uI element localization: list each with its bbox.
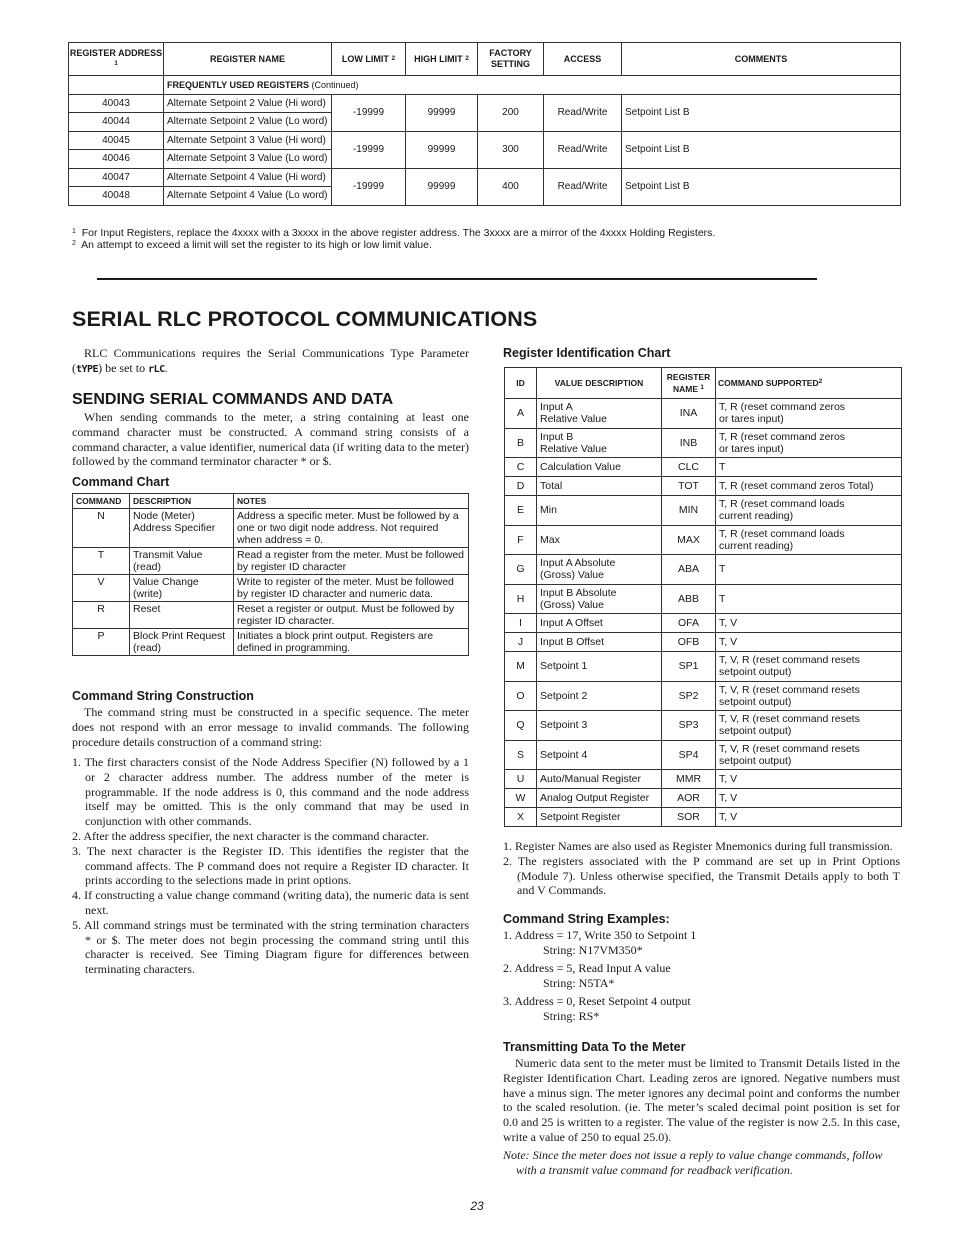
- command-chart-header: [73, 494, 469, 509]
- register-address: 40045: [69, 131, 164, 150]
- register-name-cell: SP2: [662, 681, 716, 711]
- table-row: [505, 458, 902, 477]
- value-description-cell: Input B Offset: [537, 633, 662, 652]
- header-register-name: REGISTER NAME: [164, 43, 332, 76]
- table-row: [505, 399, 902, 429]
- table-row: [73, 629, 469, 656]
- table-row: [505, 584, 902, 614]
- register-name: Alternate Setpoint 2 Value (Lo word): [164, 113, 332, 132]
- page-title: SERIAL RLC PROTOCOL COMMUNICATIONS: [72, 307, 538, 331]
- access: Read/Write: [544, 131, 622, 168]
- factory-setting: 300: [478, 131, 544, 168]
- register-name: Alternate Setpoint 4 Value (Hi word): [164, 168, 332, 187]
- value-description-cell: Max: [537, 525, 662, 555]
- command-supported-cell: T, R (reset command zeros Total): [716, 477, 902, 496]
- construction-steps: [72, 755, 469, 977]
- register-id-notes: [503, 839, 900, 898]
- transmitting-note: Note: Since the meter does not issue a reply to value change commands, follow with a transmit value command for readback verification.: [503, 1148, 883, 1177]
- id-cell: C: [505, 458, 537, 477]
- register-name-cell: OFB: [662, 633, 716, 652]
- table-row: [73, 575, 469, 602]
- comments: Setpoint List B: [622, 94, 901, 131]
- table-row: [73, 548, 469, 575]
- table-row: [505, 525, 902, 555]
- low-limit: -19999: [332, 131, 406, 168]
- header-low-limit: LOW LIMIT $^2$: [332, 43, 406, 76]
- construction-step: 4. If constructing a value change command (writing data), the numeric data is sent next.: [72, 888, 469, 917]
- id-cell: J: [505, 633, 537, 652]
- command-cell: T: [73, 548, 130, 575]
- command-supported-cell: T, R (reset command loads current reading): [716, 496, 902, 526]
- command-supported-cell: T, R (reset command loads current reading): [716, 525, 902, 555]
- high-limit: 99999: [406, 168, 478, 205]
- register-name: Alternate Setpoint 3 Value (Lo word): [164, 150, 332, 169]
- register-name-cell: MAX: [662, 525, 716, 555]
- register-name-cell: INB: [662, 428, 716, 458]
- command-supported-cell: T, R (reset command zeros or tares input): [716, 399, 902, 429]
- register-name-cell: SP1: [662, 652, 716, 682]
- id-cell: B: [505, 428, 537, 458]
- page-number: 23: [470, 1199, 484, 1213]
- construction-heading: Command String Construction: [72, 689, 254, 703]
- register-id-note: 1. Register Names are also used as Register Mnemonics during full transmission.: [503, 839, 893, 853]
- register-address: 40043: [69, 94, 164, 113]
- command-supported-cell: T, V, R (reset command resets setpoint output): [716, 681, 902, 711]
- id-cell: A: [505, 399, 537, 429]
- id-cell: O: [505, 681, 537, 711]
- table-row: [505, 740, 902, 770]
- description-cell: Reset: [130, 602, 234, 629]
- footnote-2: $^2$ An attempt to exceed a limit will set the register to its high or low limit value.: [72, 239, 432, 251]
- example-item: 1. Address = 17, Write 350 to Setpoint 1 String: N17VM350*: [503, 928, 697, 957]
- access: Read/Write: [544, 168, 622, 205]
- register-id-chart-heading: Register Identification Chart: [503, 346, 671, 360]
- command-cell: P: [73, 629, 130, 656]
- footnote-1: $^1$ For Input Registers, replace the 4xxxx with a 3xxxx in the above register address. The 3xxxx are a mirror of the 4xxxx Holding Registers.: [72, 227, 716, 239]
- section-row: [69, 76, 901, 95]
- register-name-cell: OFA: [662, 614, 716, 633]
- header-register-address: REGISTER ADDRESS $^1$: [69, 43, 164, 76]
- value-description-cell: Auto/Manual Register: [537, 770, 662, 789]
- id-cell: E: [505, 496, 537, 526]
- command-chart-heading: Command Chart: [72, 475, 170, 489]
- construction-paragraph: The command string must be constructed in a specific sequence. The meter does not respond with an error message to invalid commands. The following procedure details construction of a command string:: [72, 705, 469, 749]
- low-limit: -19999: [332, 94, 406, 131]
- description-cell: Value Change (write): [130, 575, 234, 602]
- register-name-cell: SOR: [662, 808, 716, 827]
- table-row: [505, 477, 902, 496]
- table-row: [505, 770, 902, 789]
- id-cell: G: [505, 555, 537, 585]
- command-supported-cell: T: [716, 458, 902, 477]
- example-item: 2. Address = 5, Read Input A value String: N5TA*: [503, 961, 671, 990]
- table-row: [73, 602, 469, 629]
- notes-cell: Write to register of the meter. Must be followed by register ID character and numeric data.: [234, 575, 469, 602]
- type-parameter-code: tYPE: [76, 363, 99, 375]
- register-name-cell: MIN: [662, 496, 716, 526]
- value-description-cell: Setpoint 4: [537, 740, 662, 770]
- command-supported-cell: T: [716, 584, 902, 614]
- table-row: [505, 808, 902, 827]
- register-table-header: [69, 43, 901, 76]
- construction-step: 3. The next character is the Register ID. This identifies the register that the command affects. The P command does not require a Register ID character. It prints according to the selections made in print options.: [72, 843, 469, 888]
- command-supported-cell: T, V: [716, 633, 902, 652]
- table-row: [505, 428, 902, 458]
- id-cell: H: [505, 584, 537, 614]
- intro-paragraph: RLC Communications requires the Serial Communications Type Parameter (tYPE) be set to rLC.: [72, 346, 469, 375]
- register-address: 40044: [69, 113, 164, 132]
- header-factory-setting: FACTORY SETTING: [478, 43, 544, 76]
- table-row: [505, 681, 902, 711]
- construction-step: 5. All command strings must be terminated with the string termination characters * or $. The meter does not begin processing the command string until this character is received. See Timing Diagram figure for differences between terminating characters.: [72, 917, 469, 977]
- header-comments: COMMENTS: [622, 43, 901, 76]
- notes-cell: Reset a register or output. Must be followed by register ID character.: [234, 602, 469, 629]
- register-name-cell: SP4: [662, 740, 716, 770]
- notes-cell: Address a specific meter. Must be followed by a one or two digit node address. Not required when address = 0.: [234, 509, 469, 548]
- value-description-cell: Input A Relative Value: [537, 399, 662, 429]
- register-name-cell: INA: [662, 399, 716, 429]
- register-address: 40047: [69, 168, 164, 187]
- examples-heading: Command String Examples:: [503, 912, 670, 926]
- header-notes: NOTES: [234, 494, 469, 509]
- description-cell: Transmit Value (read): [130, 548, 234, 575]
- notes-cell: Initiates a block print output. Registers are defined in programming.: [234, 629, 469, 656]
- low-limit: -19999: [332, 168, 406, 205]
- id-cell: M: [505, 652, 537, 682]
- register-table: [68, 42, 901, 206]
- command-supported-cell: T, V: [716, 614, 902, 633]
- notes-cell: Read a register from the meter. Must be followed by register ID character: [234, 548, 469, 575]
- register-name-cell: TOT: [662, 477, 716, 496]
- command-supported-cell: T, V, R (reset command resets setpoint output): [716, 711, 902, 741]
- sending-heading: SENDING SERIAL COMMANDS AND DATA: [72, 391, 394, 408]
- comments: Setpoint List B: [622, 168, 901, 205]
- register-id-chart-header: [505, 368, 902, 399]
- factory-setting: 400: [478, 168, 544, 205]
- example-item: 3. Address = 0, Reset Setpoint 4 output String: RS*: [503, 994, 691, 1023]
- access: Read/Write: [544, 94, 622, 131]
- register-name-cell: AOR: [662, 789, 716, 808]
- header-command: COMMAND: [73, 494, 130, 509]
- header-high-limit: HIGH LIMIT $^2$: [406, 43, 478, 76]
- table-row: [505, 711, 902, 741]
- sending-paragraph: When sending commands to the meter, a string containing at least one command character must be constructed. A command string consists of a command character, a value identifier, numerical data (if writing data to the meter) followed by the command terminator character * or $.: [72, 410, 469, 469]
- value-description-cell: Input A Offset: [537, 614, 662, 633]
- command-supported-cell: T, R (reset command zeros or tares input): [716, 428, 902, 458]
- table-row: [69, 94, 901, 113]
- id-cell: F: [505, 525, 537, 555]
- value-description-cell: Min: [537, 496, 662, 526]
- value-description-cell: Setpoint Register: [537, 808, 662, 827]
- header-command-supported: COMMAND SUPPORTED$^2$: [716, 368, 902, 399]
- command-cell: R: [73, 602, 130, 629]
- register-name-cell: ABA: [662, 555, 716, 585]
- command-cell: V: [73, 575, 130, 602]
- register-id-note: 2. The registers associated with the P command are set up in Print Options (Module 7). Unless otherwise specified, the Transmit Details apply to both T and V Commands.: [503, 853, 900, 898]
- register-address: 40046: [69, 150, 164, 169]
- header-description: DESCRIPTION: [130, 494, 234, 509]
- command-cell: N: [73, 509, 130, 548]
- value-description-cell: Calculation Value: [537, 458, 662, 477]
- register-name: Alternate Setpoint 2 Value (Hi word): [164, 94, 332, 113]
- description-cell: Block Print Request (read): [130, 629, 234, 656]
- register-name: Alternate Setpoint 4 Value (Lo word): [164, 187, 332, 206]
- header-register-name: REGISTER NAME $^1$: [662, 368, 716, 399]
- examples-list: [503, 928, 900, 1024]
- command-supported-cell: T, V, R (reset command resets setpoint output): [716, 652, 902, 682]
- value-description-cell: Setpoint 1: [537, 652, 662, 682]
- value-description-cell: Input B Relative Value: [537, 428, 662, 458]
- id-cell: D: [505, 477, 537, 496]
- table-row: [505, 789, 902, 808]
- comments: Setpoint List B: [622, 131, 901, 168]
- empty-cell: [69, 76, 164, 95]
- factory-setting: 200: [478, 94, 544, 131]
- high-limit: 99999: [406, 131, 478, 168]
- table-row: [505, 496, 902, 526]
- value-description-cell: Input B Absolute (Gross) Value: [537, 584, 662, 614]
- command-supported-cell: T: [716, 555, 902, 585]
- table-row: [69, 131, 901, 150]
- high-limit: 99999: [406, 94, 478, 131]
- register-name: Alternate Setpoint 3 Value (Hi word): [164, 131, 332, 150]
- id-cell: Q: [505, 711, 537, 741]
- header-access: ACCESS: [544, 43, 622, 76]
- transmitting-paragraph: Numeric data sent to the meter must be limited to Transmit Details listed in the Register Identification Chart. Leading zeros are ignored. Negative numbers must have a minus sign. The meter ignores any decimal point and conforms the number to the scaled resolution. (ie. The meter’s scaled decimal point position is set for 0.0 and 25 is written to a register. The value of the register is now 2.5. In this case, write a value of 250 to equal 25.0).: [503, 1056, 900, 1144]
- transmitting-heading: Transmitting Data To the Meter: [503, 1040, 686, 1054]
- command-supported-cell: T, V: [716, 808, 902, 827]
- value-description-cell: Total: [537, 477, 662, 496]
- id-cell: X: [505, 808, 537, 827]
- register-name-cell: SP3: [662, 711, 716, 741]
- register-address: 40048: [69, 187, 164, 206]
- id-cell: U: [505, 770, 537, 789]
- table-row: [73, 509, 469, 548]
- register-name-cell: MMR: [662, 770, 716, 789]
- header-value-description: VALUE DESCRIPTION: [537, 368, 662, 399]
- section-divider: [97, 278, 817, 280]
- register-name-cell: ABB: [662, 584, 716, 614]
- register-id-chart: [504, 367, 902, 827]
- value-description-cell: Analog Output Register: [537, 789, 662, 808]
- table-row: [505, 555, 902, 585]
- value-description-cell: Input A Absolute (Gross) Value: [537, 555, 662, 585]
- command-chart: [72, 493, 469, 656]
- table-row: [505, 633, 902, 652]
- value-description-cell: Setpoint 3: [537, 711, 662, 741]
- table-row: [505, 652, 902, 682]
- command-supported-cell: T, V: [716, 770, 902, 789]
- value-description-cell: Setpoint 2: [537, 681, 662, 711]
- table-row: [69, 168, 901, 187]
- command-supported-cell: T, V: [716, 789, 902, 808]
- description-cell: Node (Meter) Address Specifier: [130, 509, 234, 548]
- register-name-cell: CLC: [662, 458, 716, 477]
- command-supported-cell: T, V, R (reset command resets setpoint output): [716, 740, 902, 770]
- id-cell: I: [505, 614, 537, 633]
- construction-step: 1. The first characters consist of the Node Address Specifier (N) followed by a 1 or 2 character address number. The address number of the meter is programmable. If the node address is 0, this command and the node address itself may be omitted. This is the only command that may be used in conjunction with other commands.: [72, 755, 469, 829]
- rlc-parameter-code: rLC: [148, 363, 165, 375]
- section-label: FREQUENTLY USED REGISTERS (Continued): [164, 76, 901, 95]
- header-id: ID: [505, 368, 537, 399]
- id-cell: S: [505, 740, 537, 770]
- construction-step: 2. After the address specifier, the next character is the command character.: [72, 828, 429, 843]
- id-cell: W: [505, 789, 537, 808]
- table-row: [505, 614, 902, 633]
